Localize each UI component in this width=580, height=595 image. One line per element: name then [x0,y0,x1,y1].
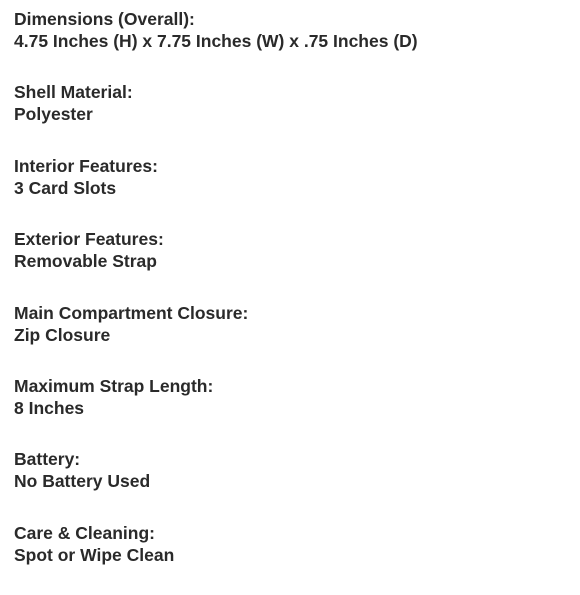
spec-dimensions [14,8,570,81]
spec-battery [14,448,570,521]
spec-interior-features [14,155,570,228]
spec-label: Dimensions (Overall): [14,9,195,29]
spec-label: Battery: [14,449,81,470]
spec-value: Zip Closure [14,324,111,345]
spec-label: Main Compartment Closure: [14,302,249,323]
spec-exterior-features [14,228,570,301]
spec-shell-material [14,81,570,154]
spec-value: 4.75 Inches (H) x 7.75 Inches (W) x .75 Inches (D) [14,31,418,51]
spec-label: Care & Cleaning: [14,522,155,543]
spec-maximum-strap-length [14,375,570,448]
spec-label: Maximum Strap Length: [14,375,214,396]
spec-value: No Battery Used [14,471,151,492]
spec-value: 8 Inches [14,397,85,418]
product-spec-list [14,8,570,595]
spec-main-compartment-closure [14,302,570,375]
spec-label: Interior Features: [14,155,158,176]
spec-value: Polyester [14,104,93,125]
spec-label: Shell Material: [14,82,133,103]
spec-label: Exterior Features: [14,229,164,250]
spec-value: Removable Strap [14,251,157,272]
spec-value: 3 Card Slots [14,177,117,198]
spec-value: Spot or Wipe Clean [14,544,175,565]
spec-care-cleaning [14,522,570,595]
